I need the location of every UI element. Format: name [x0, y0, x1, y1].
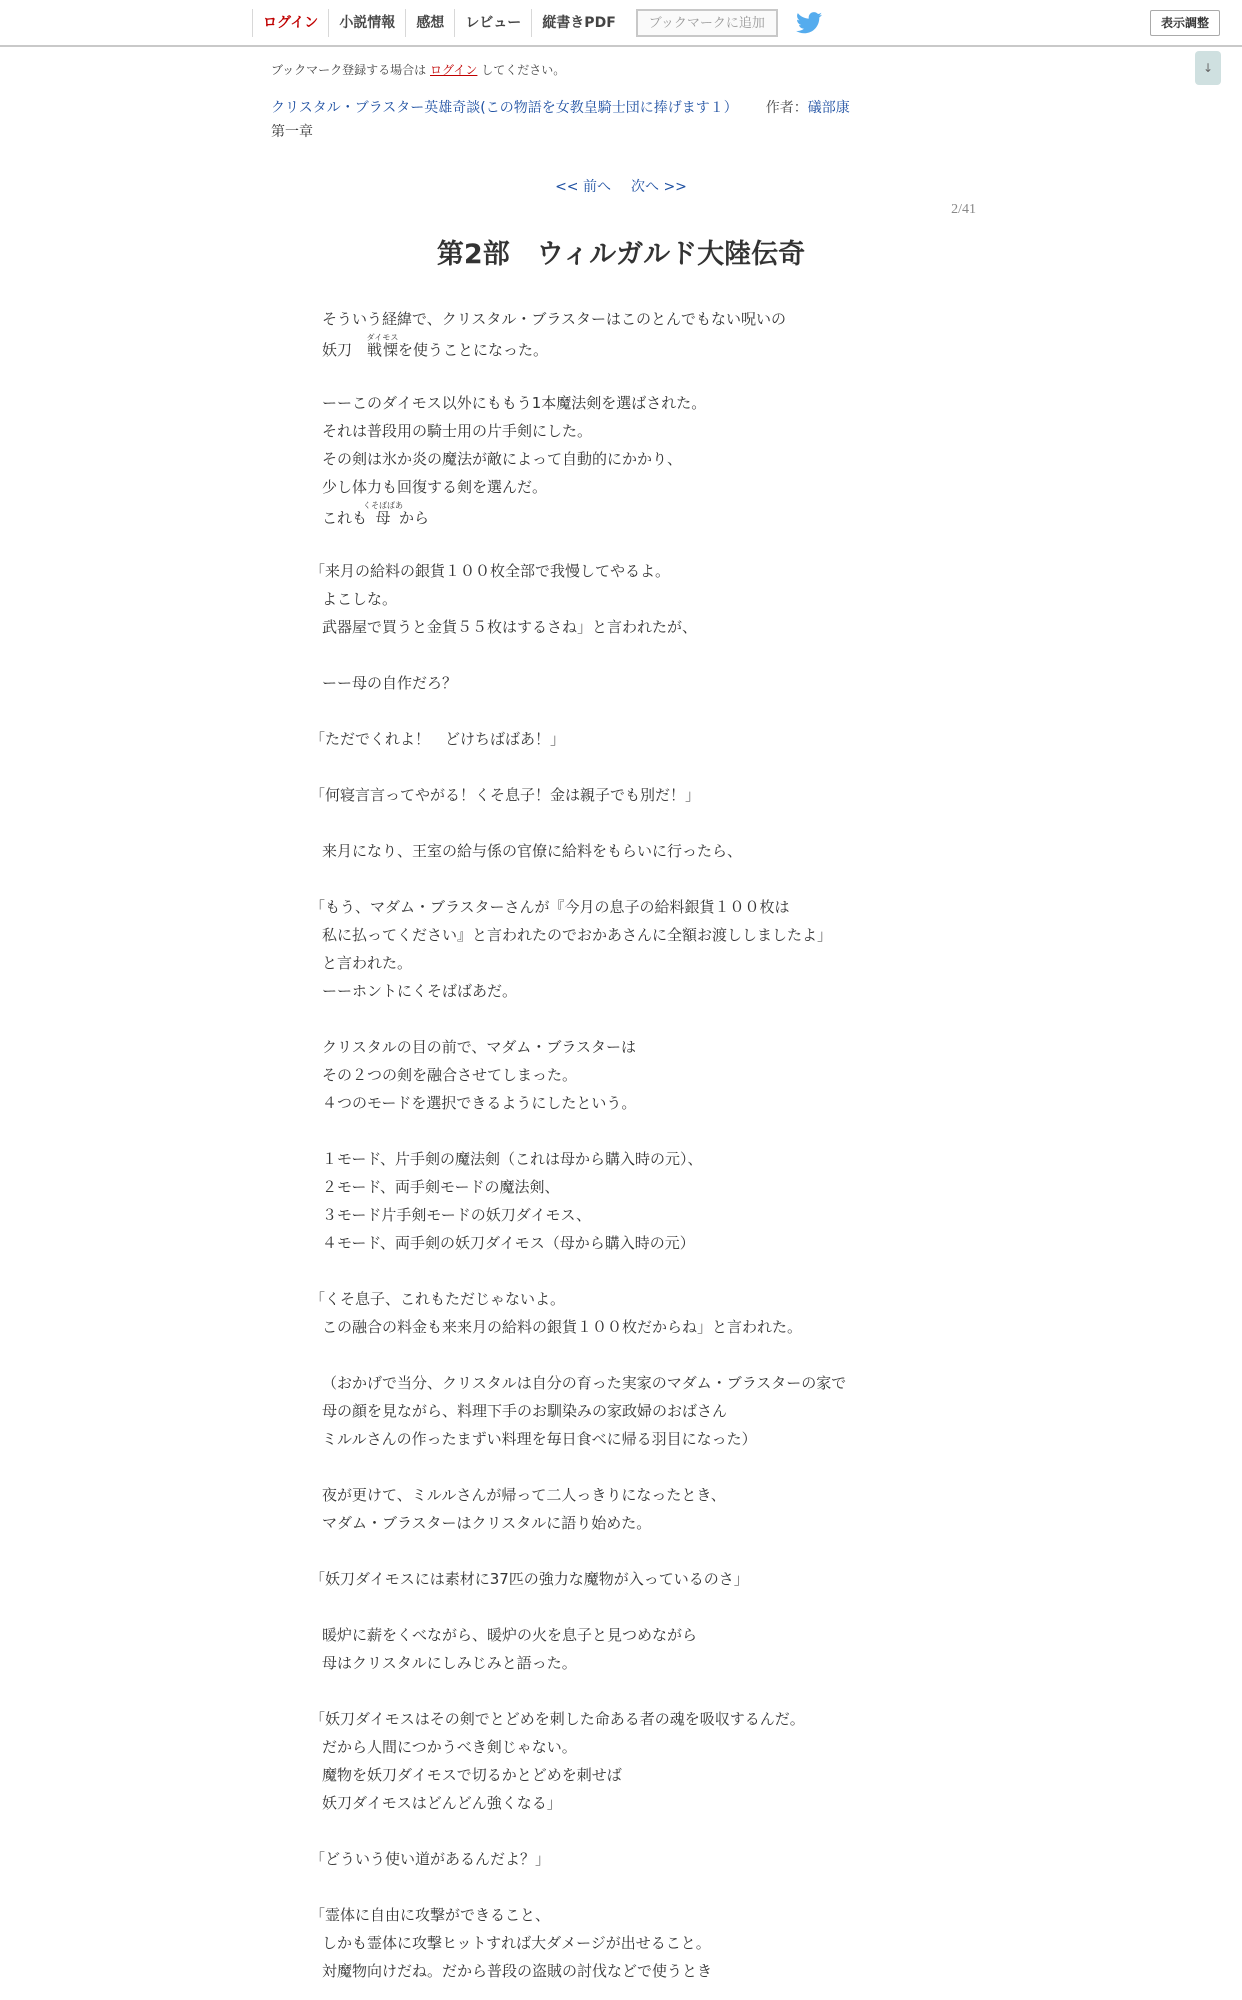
body-line: ミルルさんの作ったまずい料理を毎日食べに帰る羽目になった）: [322, 1430, 757, 1448]
ruby-base: 母: [363, 509, 403, 527]
body-line: 「妖刀ダイモスには素材に37匹の強力な魔物が入っているのさ」: [310, 1570, 749, 1588]
body-text: を使うことになった。: [397, 341, 548, 359]
body-line: そういう経緯で、クリスタル・ブラスターはこのとんでもない呪いの: [322, 310, 786, 328]
blank-line: [322, 697, 922, 725]
bookmark-note-after: してください。: [481, 63, 566, 77]
body-line: 武器屋で買うと金貨５５枚はするさね」と言われたが、: [322, 618, 698, 636]
body-line: ４モード、両手剣の妖刀ダイモス（母から購入時の元）: [322, 1234, 695, 1252]
blank-line: [322, 1341, 922, 1369]
body-line: ーーホントにくそばばあだ。: [322, 982, 518, 1000]
body-line: 「もう、マダム・ブラスターさんが『今月の息子の給料銀貨１００枚は: [310, 898, 790, 916]
nav-review-link[interactable]: レビュー: [454, 9, 531, 37]
author-link[interactable]: 礒部康: [807, 100, 850, 116]
blank-line: [322, 1817, 922, 1845]
blank-line: [322, 1453, 922, 1481]
body-line: ２モード、両手剣モードの魔法剣、: [322, 1178, 560, 1196]
blank-line: [322, 1257, 922, 1285]
episode-title: 第2部 ウィルガルド大陸伝奇: [436, 239, 806, 270]
body-line: それは普段用の騎士用の片手剣にした。: [322, 422, 593, 440]
body-line: 「妖刀ダイモスはその剣でとどめを刺した命ある者の魂を吸収するんだ。: [310, 1710, 805, 1728]
novel-body: [310, 305, 922, 1985]
blank-line: [322, 1537, 922, 1565]
body-line: 「どういう使い道があるんだよ？」: [310, 1850, 551, 1868]
body-line: 「霊体に自由に攻撃ができること、: [310, 1906, 551, 1924]
body-text: 妖刀: [322, 341, 368, 359]
body-line: 母の顔を見ながら、料理下手のお馴染みの家政婦のおばさん: [322, 1402, 728, 1420]
ruby-reading: ダイモス: [366, 333, 399, 342]
display-settings-button[interactable]: 表示調整: [1150, 10, 1220, 36]
body-line: 母はクリスタルにしみじみと語った。: [322, 1654, 577, 1672]
blank-line: [322, 529, 922, 557]
body-line: 妖刀ダイモスはどんどん強くなる」: [322, 1794, 562, 1812]
body-line: ３モード片手剣モードの妖刀ダイモス、: [322, 1206, 591, 1224]
body-line: よこしな。: [322, 590, 398, 608]
page-number: 2/41: [951, 202, 976, 217]
twitter-icon[interactable]: [796, 12, 822, 34]
bookmark-note-login-link[interactable]: ログイン: [430, 63, 478, 77]
blank-line: [322, 865, 922, 893]
blank-line: [322, 641, 922, 669]
blank-line: [322, 361, 922, 389]
body-text: から: [399, 509, 430, 527]
body-line: 「何寝言言ってやがる！くそ息子！金は親子でも別だ！」: [310, 786, 701, 804]
blank-line: [322, 1117, 922, 1145]
blank-line: [322, 1873, 922, 1901]
ruby-text: [363, 501, 404, 527]
nav-login-link[interactable]: ログイン: [252, 9, 328, 37]
body-line: ４つのモードを選択できるようにしたという。: [322, 1094, 637, 1112]
body-line: 暖炉に薪をくべながら、暖炉の火を息子と見つめながら: [322, 1626, 698, 1644]
ruby-base: 戦慄: [366, 341, 399, 359]
blank-line: [322, 809, 922, 837]
body-line: この融合の料金も来来月の給料の銀貨１００枚だからね」と言われた。: [322, 1318, 803, 1336]
blank-line: [322, 753, 922, 781]
body-line: 夜が更けて、ミルルさんが帰って二人っきりになったとき、: [322, 1486, 726, 1504]
body-line: ーー母の自作だろ？: [322, 674, 458, 692]
main-nav: [252, 0, 822, 46]
ruby-reading: くそばばあ: [363, 501, 404, 510]
body-line: と言われた。: [322, 954, 413, 972]
blank-line: [322, 1677, 922, 1705]
body-line: 「くそ息子、これもただじゃないよ。: [310, 1290, 566, 1308]
body-line: １モード、片手剣の魔法剣（これは母から購入時の元）、: [322, 1150, 703, 1168]
nav-vertical-pdf-link[interactable]: 縦書きPDF: [531, 9, 625, 37]
body-line: クリスタルの目の前で、マダム・ブラスターは: [322, 1038, 636, 1056]
body-line: マダム・ブラスターはクリスタルに語り始めた。: [322, 1514, 652, 1532]
body-text: これも: [322, 509, 368, 527]
author-label: 作者：: [765, 100, 808, 116]
episode-pager: [0, 176, 1242, 196]
body-line: 来月になり、王室の給与係の官僚に給料をもらいに行ったら、: [322, 842, 743, 860]
ruby-text: [366, 333, 399, 359]
body-line: しかも霊体に攻撃ヒットすれば大ダメージが出せること。: [322, 1934, 711, 1952]
body-line: 私に払ってください』と言われたのでおかあさんに全額お渡ししましたよ」: [322, 926, 833, 944]
bookmark-login-note: [271, 61, 565, 78]
next-episode-link[interactable]: 次へ >>: [631, 179, 687, 195]
bookmark-note-before: ブックマーク登録する場合は: [271, 63, 427, 77]
body-line: 「ただでくれよ！ どけちばばあ！」: [310, 730, 566, 748]
body-line: 少し体力も回復する剣を選んだ。: [322, 478, 548, 496]
body-line: （おかげで当分、クリスタルは自分の育った実家のマダム・ブラスターの家で: [322, 1374, 847, 1392]
chapter-title: 第一章: [271, 124, 313, 140]
blank-line: [322, 1593, 922, 1621]
body-line: [322, 333, 922, 361]
body-line: 対魔物向けだね。だから普段の盗賊の討伐などで使うとき: [322, 1962, 713, 1980]
series-info: [271, 97, 850, 117]
body-line: [322, 501, 922, 529]
nav-novel-info-link[interactable]: 小説情報: [328, 9, 405, 37]
body-line: ーーこのダイモス以外にももう1本魔法剣を選ばされた。: [322, 394, 707, 412]
series-title-link[interactable]: クリスタル・ブラスター英雄奇談(この物語を女教皇騎士団に捧げます１）: [271, 100, 738, 116]
body-line: 「来月の給料の銀貨１００枚全部で我慢してやるよ。: [310, 562, 671, 580]
add-bookmark-button[interactable]: ブックマークに追加: [636, 9, 778, 37]
body-line: 魔物を妖刀ダイモスで切るかとどめを刺せば: [322, 1766, 622, 1784]
body-line: だから人間につかうべき剣じゃない。: [322, 1738, 577, 1756]
scroll-down-button[interactable]: ↓: [1195, 51, 1221, 85]
blank-line: [322, 1005, 922, 1033]
prev-episode-link[interactable]: << 前へ: [555, 179, 611, 195]
body-line: その剣は氷か炎の魔法が敵によって自動的にかかり、: [322, 450, 683, 468]
nav-impressions-link[interactable]: 感想: [405, 9, 454, 37]
body-line: その２つの剣を融合させてしまった。: [322, 1066, 578, 1084]
top-navigation-bar: [0, 0, 1242, 47]
